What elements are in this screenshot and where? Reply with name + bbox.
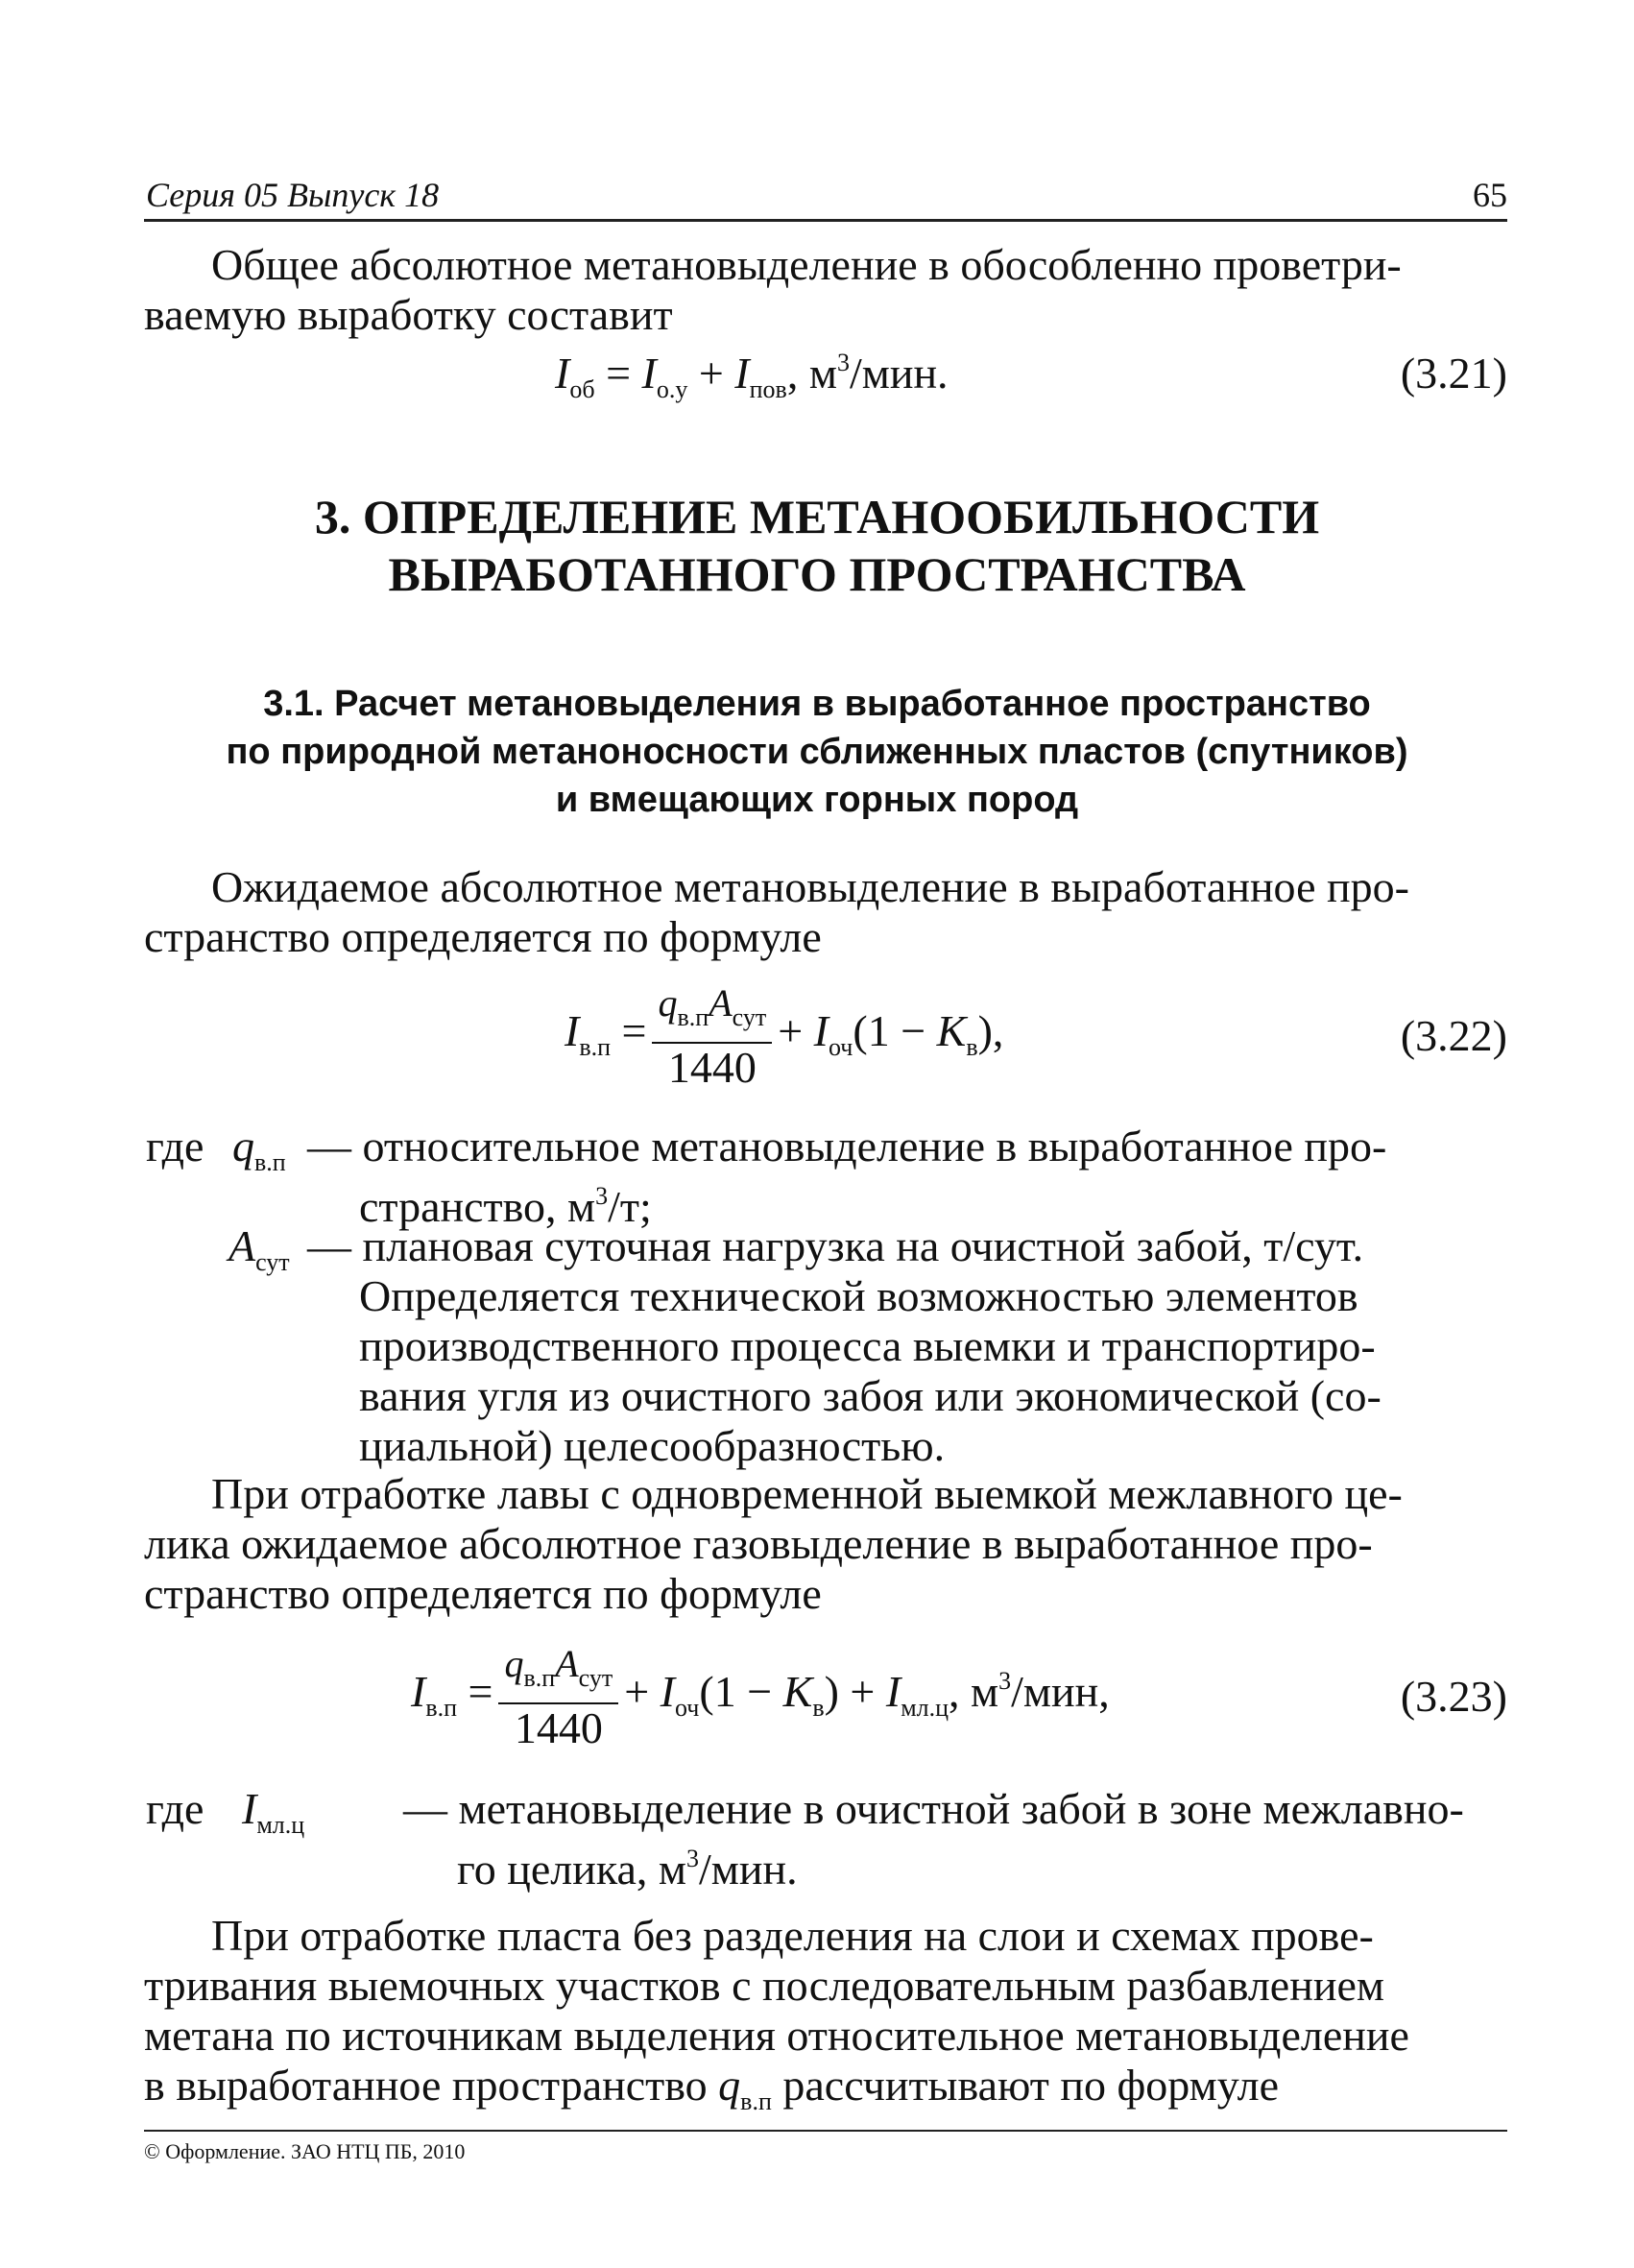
section-3-1-title — [0, 680, 1634, 824]
defs1-a-text-3: производственного процесса выемки и транспортиро- — [359, 1321, 1376, 1370]
copyright-footer: © Оформление. ЗАО НТЦ ПБ, 2010 — [144, 2130, 1507, 2164]
eq323-unit-post: /мин, — [1011, 1667, 1110, 1717]
eq322-paren-open: (1 − — [853, 1006, 937, 1056]
defs1-q-sub: в.п — [254, 1148, 286, 1176]
eq323-paren-open: (1 − — [699, 1667, 783, 1717]
eq323-k: K — [782, 1667, 813, 1717]
eq322-denominator: 1440 — [667, 1043, 757, 1092]
eq322-a: A — [709, 981, 733, 1025]
eq322-k: K — [936, 1006, 967, 1056]
eq321-term2: I — [734, 349, 750, 398]
intro-paragraph — [144, 240, 1507, 340]
defs2-text-2a: го целика, м — [457, 1845, 687, 1894]
intro-line-2: ваемую выработку составит — [144, 290, 673, 339]
eq322-k-sub: в — [966, 1033, 978, 1062]
eq322-a-sub: сут — [732, 1003, 767, 1031]
eq323-a: A — [555, 1642, 579, 1685]
paragraph-3-line-4 — [144, 2061, 1507, 2127]
paragraph-3-line-1: При отработке пласта без разделения на слои и схемах прове- — [211, 1911, 1374, 1960]
eq322-q-sub: в.п — [677, 1003, 709, 1031]
eq322-numerator — [652, 979, 772, 1044]
eq321-unit-post: /мин. — [849, 349, 949, 398]
definitions-3-23 — [144, 1784, 1507, 1894]
equation-number-3-22: (3.22) — [1400, 1011, 1507, 1060]
paragraph-1 — [144, 862, 1507, 962]
paragraph-3-line-2: тривания выемочных участков с последовательным разбавлением — [144, 1961, 1384, 2010]
defs1-q-text-2b: /т; — [608, 1182, 652, 1231]
eq322-q: q — [658, 981, 678, 1025]
defs2-i: I — [242, 1784, 257, 1833]
section-3-1-title-line-2: по природной метаноносности сближенных пластов (спутников) — [226, 732, 1408, 772]
eq322-lhs: I — [565, 1006, 580, 1056]
paragraph-2 — [144, 1469, 1507, 1619]
eq321-term1: I — [641, 349, 657, 398]
defs1-q-text-2a: странство, м — [359, 1182, 596, 1231]
defs2-where: где — [146, 1784, 204, 1833]
series-label: Серия 05 Выпуск 18 — [146, 176, 440, 214]
eq323-i-ml-sub: мл.ц — [901, 1694, 949, 1723]
equation-3-21: $I_{об} = I_{о.у} + I_{пов}$, $м^3$/мин. — [555, 349, 949, 403]
eq322-i-och: I — [813, 1006, 829, 1056]
section-3-title — [0, 488, 1634, 603]
defs2-text-1: — метановыделение в очистной забой в зоне межлавно- — [403, 1784, 1464, 1833]
paragraph-2-line-3: странство определяется по формуле — [144, 1569, 822, 1618]
definitions-3-22 — [144, 1122, 1507, 1470]
eq323-lhs: I — [411, 1667, 426, 1717]
eq321-unit: , м — [786, 349, 837, 398]
defs1-a-text-4: вания угля из очистного забоя или экономической (со- — [359, 1371, 1382, 1420]
eq321-lhs-sub: об — [569, 375, 595, 403]
eq323-q: q — [504, 1642, 524, 1685]
eq323-unit: , м — [949, 1667, 999, 1717]
eq323-denominator: 1440 — [514, 1703, 603, 1752]
equation-number-3-21: (3.21) — [1400, 349, 1507, 398]
eq322-lhs-sub: в.п — [579, 1033, 612, 1062]
paragraph-1-line-2: странство определяется по формуле — [144, 912, 822, 961]
paragraph-1-line-1: Ожидаемое абсолютное метановыделение в выработанное про- — [211, 862, 1409, 911]
eq323-q-sub: в.п — [523, 1664, 556, 1692]
eq323-fraction — [498, 1640, 618, 1752]
page-number: 65 — [1473, 176, 1507, 214]
eq321-lhs: I — [555, 349, 570, 398]
eq323-i-ml: I — [885, 1667, 901, 1717]
eq323-paren-close: ) + — [824, 1667, 886, 1717]
eq322-i-och-sub: оч — [828, 1033, 853, 1062]
paragraph-2-line-1: При отработке лавы с одновременной выемкой межлавного це- — [211, 1469, 1403, 1518]
paragraph-3 — [144, 1911, 1507, 2127]
defs2-text-2 — [457, 1834, 798, 1894]
intro-line-1: Общее абсолютное метановыделение в обособленно проветри- — [211, 240, 1402, 289]
defs2-symbol — [242, 1784, 304, 1850]
equation-number-3-23: (3.23) — [1400, 1672, 1507, 1721]
eq322-fraction — [652, 979, 772, 1092]
defs2-text-2b: /мин. — [699, 1845, 798, 1894]
eq323-unit-sup: 3 — [998, 1667, 1012, 1696]
defs1-a-text-5: циальной) целесообразностью. — [359, 1421, 946, 1470]
defs1-a: A — [228, 1221, 256, 1270]
equation-3-23: $I_{в.п}$ = $\frac{q_{в.п}A_{сут}}{1440}$ + $I_{оч}(1 - K_в) + I_{мл.ц}$, $м^3$/мин, — [411, 1642, 1110, 1752]
section-3-1-title-line-1: 3.1. Расчет метановыделения в выработанное пространство — [263, 684, 1371, 724]
paragraph-3-q: q — [718, 2061, 741, 2110]
defs1-a-sub: сут — [255, 1248, 290, 1276]
eq323-lhs-sub: в.п — [425, 1694, 458, 1723]
paragraph-3-line-4b: рассчитывают по формуле — [771, 2061, 1280, 2110]
defs1-q-text-2-sup: 3 — [595, 1182, 609, 1210]
equation-3-22: $I_{в.п}$ = $\frac{q_{в.п}A_{сут}}{1440}$ + $I_{оч}(1 - K_в)$, — [565, 981, 1004, 1092]
eq323-a-sub: сут — [578, 1664, 613, 1692]
defs1-q: q — [232, 1122, 254, 1170]
defs1-where: где — [146, 1122, 204, 1170]
eq323-k-sub: в — [812, 1694, 825, 1723]
defs1-q-symbol — [232, 1122, 286, 1188]
defs1-a-text-1: — плановая суточная нагрузка на очистной забой, т/сут. — [307, 1221, 1364, 1270]
eq321-term1-sub: о.у — [656, 375, 688, 403]
defs1-q-text-1: — относительное метановыделение в выработанное про- — [307, 1122, 1387, 1170]
section-3-1-title-line-3: и вмещающих горных пород — [555, 780, 1079, 820]
eq323-numerator — [498, 1640, 618, 1704]
paragraph-2-line-2: лика ожидаемое абсолютное газовыделение в выработанное про- — [144, 1519, 1373, 1568]
running-header — [144, 175, 1507, 222]
paragraph-3-line-3: метана по источникам выделения относительное метановыделение — [144, 2011, 1409, 2060]
eq323-i-och-sub: оч — [674, 1694, 700, 1723]
defs2-text-2-sup: 3 — [686, 1845, 700, 1872]
paragraph-3-q-sub: в.п — [740, 2087, 772, 2115]
defs1-a-text-2: Определяется технической возможностью элементов — [359, 1271, 1358, 1320]
eq322-paren-close: ), — [977, 1006, 1004, 1056]
eq321-unit-sup: 3 — [836, 349, 850, 376]
defs1-a-symbol — [228, 1221, 290, 1288]
section-3-title-line-1: 3. ОПРЕДЕЛЕНИЕ МЕТАНООБИЛЬНОСТИ — [314, 490, 1320, 543]
eq321-term2-sub: пов — [749, 375, 787, 403]
section-3-title-line-2: ВЫРАБОТАННОГО ПРОСТРАНСТВА — [388, 547, 1246, 601]
paragraph-3-line-4a: в выработанное пространство — [144, 2061, 719, 2110]
eq323-i-och: I — [660, 1667, 675, 1717]
defs2-i-sub: мл.ц — [256, 1811, 305, 1839]
